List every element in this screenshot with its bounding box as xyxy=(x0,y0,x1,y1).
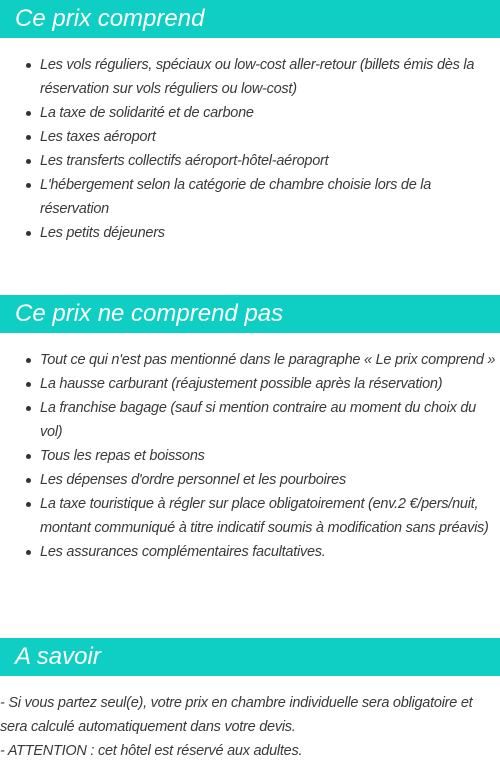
list-item: La taxe touristique à régler sur place obligatoirement (env.2 €/pers/nuit, montant communiqué à titre indicatif soumis à modification sans préavis) xyxy=(0,492,500,540)
bullet-icon xyxy=(26,406,31,411)
list-item: Les transferts collectifs aéroport-hôtel-aéroport xyxy=(0,149,500,173)
bullet-icon xyxy=(26,159,31,164)
list-item: Tous les repas et boissons xyxy=(0,444,500,468)
list-item: L'hébergement selon la catégorie de chambre choisie lors de la réservation xyxy=(0,173,500,221)
list-item: Les taxes aéroport xyxy=(0,125,500,149)
bullet-icon xyxy=(26,63,31,68)
bullet-icon xyxy=(26,135,31,140)
excluded-list xyxy=(0,348,500,564)
list-item: Tout ce qui n'est pas mentionné dans le paragraphe « Le prix comprend » xyxy=(0,348,500,372)
list-item: Les dépenses d'ordre personnel et les pourboires xyxy=(0,468,500,492)
list-item: Les petits déjeuners xyxy=(0,221,500,245)
included-list xyxy=(0,53,500,245)
bullet-icon xyxy=(26,502,31,507)
bullet-icon xyxy=(26,358,31,363)
list-item: La taxe de solidarité et de carbone xyxy=(0,101,500,125)
list-item: Les vols réguliers, spéciaux ou low-cost aller-retour (billets émis dès la réservation sur vols réguliers ou low-cost) xyxy=(0,53,500,101)
section-title-savoir: A savoir xyxy=(15,643,101,670)
bullet-icon xyxy=(26,550,31,555)
bullet-icon xyxy=(26,478,31,483)
list-item: La hausse carburant (réajustement possible après la réservation) xyxy=(0,372,500,396)
section-title-excluded: Ce prix ne comprend pas xyxy=(15,300,284,327)
section-header-excluded xyxy=(0,295,500,333)
savoir-notes xyxy=(0,691,500,763)
list-item: Les assurances complémentaires facultatives. xyxy=(0,540,500,564)
bullet-icon xyxy=(26,454,31,459)
bullet-icon xyxy=(26,183,31,188)
bullet-icon xyxy=(26,382,31,387)
list-item: La franchise bagage (sauf si mention contraire au moment du choix du vol) xyxy=(0,396,500,444)
bullet-icon xyxy=(26,231,31,236)
section-header-included xyxy=(0,0,500,38)
savoir-note: - Si vous partez seul(e), votre prix en chambre individuelle sera obligatoire et sera calculé automatiquement dans votre devis. xyxy=(0,695,473,735)
section-header-savoir xyxy=(0,638,500,676)
bullet-icon xyxy=(26,111,31,116)
section-title-included: Ce prix comprend xyxy=(15,5,205,32)
savoir-note: - ATTENTION : cet hôtel est réservé aux adultes. xyxy=(0,743,303,759)
